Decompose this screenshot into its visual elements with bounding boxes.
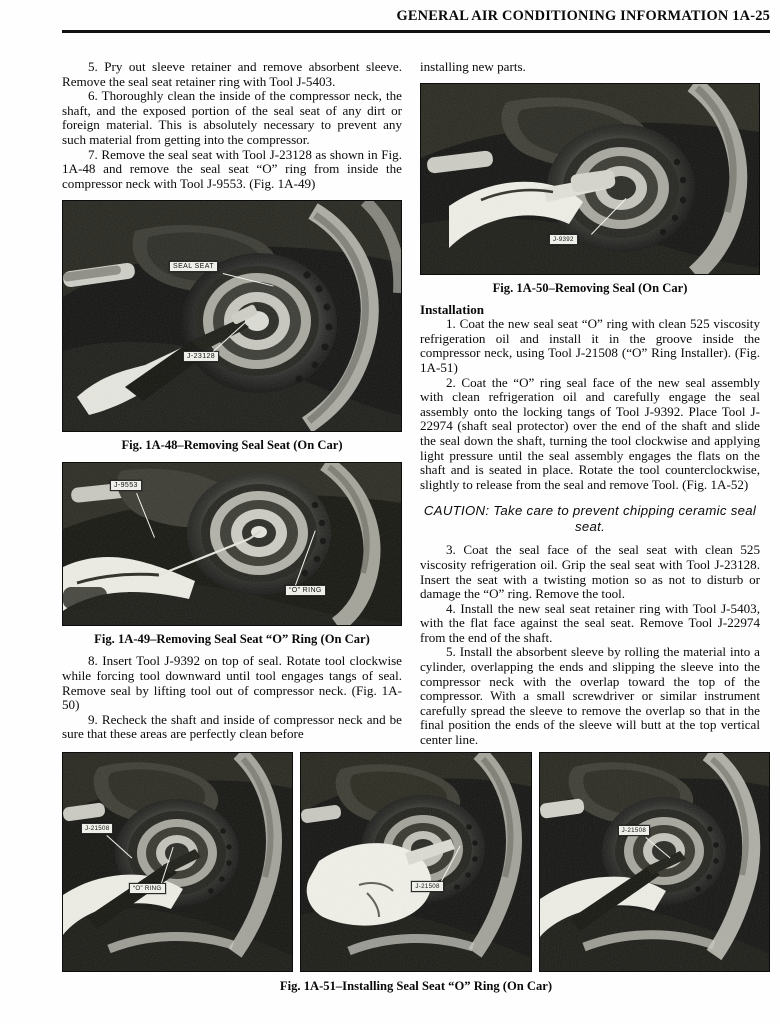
figure-1a-51-caption: Fig. 1A-51–Installing Seal Seat “O” Ring (On Car) [279, 979, 553, 993]
figure-1a-51-panel-3-image [540, 753, 770, 971]
page-title: GENERAL AIR CONDITIONING INFORMATION 1A-25 [396, 8, 770, 24]
figure-1a-50-photo [420, 83, 760, 275]
caution-note: CAUTION: Take care to prevent chipping ceramic seal seat. [423, 503, 757, 534]
figure-1a-51-panel-2-image [301, 753, 531, 971]
paragraph-step-9: 9. Recheck the shaft and inside of compressor neck and be sure that these areas are perfectly clean before [62, 711, 402, 742]
header-divider [62, 30, 770, 33]
figure-1a-48-photo [62, 200, 402, 432]
paragraph-step-5: 5. Pry out sleeve retainer and remove absorbent sleeve. Remove the seal seat retainer ring with Tool J-5403. [62, 59, 402, 89]
photo-label-o-ring-panel-1: “O” RING [129, 883, 166, 894]
page-header [62, 8, 770, 25]
paragraph-step-7: 7. Remove the seal seat with Tool J-23128 as shown in Fig. 1A-48 and remove the seal seat “O” ring from inside the compressor neck with Tool J-9553. (Fig. 1A-49) [62, 146, 402, 191]
section-heading-installation: Installation [420, 301, 485, 317]
photo-label-j21508-panel-1: J-21508 [81, 823, 113, 834]
photo-label-j9392: J-9392 [549, 234, 578, 245]
paragraph-install-4: 4. Install the new seal seat retainer ring with Tool J-5403, with the flat face against the seal seat. Remove Tool J-22974 from the end of the shaft. [420, 600, 760, 645]
paragraph-install-5: 5. Install the absorbent sleeve by rolling the material into a cylinder, overlapping the ends and slipping the sleeve into the compressor neck with the overlap toward the top of the compressor. With a small screwdriver or similar instrument carefully spread the sleeve to remove the overlap so that in the final position the ends of the sleeve will butt at the top vertical center line. [420, 644, 760, 748]
figure-1a-50-image [421, 84, 759, 274]
paragraph-install-3: 3. Coat the seal face of the seal seat with clean 525 viscosity refrigeration oil. Grip the seal seat with Tool J-23128. Insert the seat with a twisting motion so as not to disturb or damage the “O” ring. Remove the tool. [420, 542, 760, 602]
photo-label-j21508-panel-3: J-21508 [618, 825, 650, 836]
figure-1a-48-image [63, 201, 401, 431]
figure-1a-51-photo-row [62, 752, 770, 972]
paragraph-install-2: 2. Coat the “O” ring seal face of the new seal assembly with clean refrigeration oil and carefully engage the seal assembly onto the locking tangs of Tool J-9392. Place Tool J-22974 (shaft seal protector) over the end of the shaft and slide the seal down the shaft, turning the tool clockwise and applying light pressure until the seal assembly engages the flats on the shaft and is seated in place. Rotate the tool counterclockwise, slightly to release from the seal and remove Tool. (Fig. 1A-52) [420, 374, 760, 492]
figure-1a-48-caption: Fig. 1A-48–Removing Seal Seat (On Car) [121, 438, 343, 453]
figure-1a-51-panel-1 [62, 752, 293, 972]
figure-1a-49-caption: Fig. 1A-49–Removing Seal Seat “O” Ring (On Car) [94, 632, 370, 647]
photo-label-o-ring: “O” RING [285, 585, 326, 596]
figure-1a-51-panel-3 [539, 752, 770, 972]
photo-label-j21508-panel-2: J-21508 [411, 881, 443, 892]
left-column [62, 60, 402, 742]
figure-1a-49-photo [62, 462, 402, 626]
paragraph-step-6: 6. Thoroughly clean the inside of the compressor neck, the shaft, and the exposed portion of the seal seat of any dirt or foreign material. This is absolutely necessary to prevent any such material from getting into the compressor. [62, 88, 402, 147]
photo-label-j23128: J-23128 [183, 351, 219, 362]
right-column [420, 60, 760, 748]
paragraph-step-8: 8. Insert Tool J-9392 on top of seal. Rotate tool clockwise while forcing tool downward until tool engages tangs of seal. Remove seal by lifting tool out of compressor neck. (Fig. 1A-50) [62, 653, 402, 713]
paragraph-install-1: 1. Coat the new seal seat “O” ring with clean 525 viscosity refrigeration oil and install it in the groove inside the compressor neck, using Tool J-21508 (“O” Ring Installer). (Fig. 1A-51) [420, 316, 760, 375]
paragraph-continued: installing new parts. [420, 59, 526, 74]
photo-label-seal-seat: SEAL SEAT [169, 261, 218, 272]
figure-1a-51-panel-1-image [63, 753, 293, 971]
figure-1a-51-panel-2 [300, 752, 531, 972]
figure-1a-51-caption-wrap [62, 977, 770, 995]
figure-1a-50-caption: Fig. 1A-50–Removing Seal (On Car) [492, 280, 688, 295]
photo-label-j9553: J-9553 [110, 480, 142, 491]
